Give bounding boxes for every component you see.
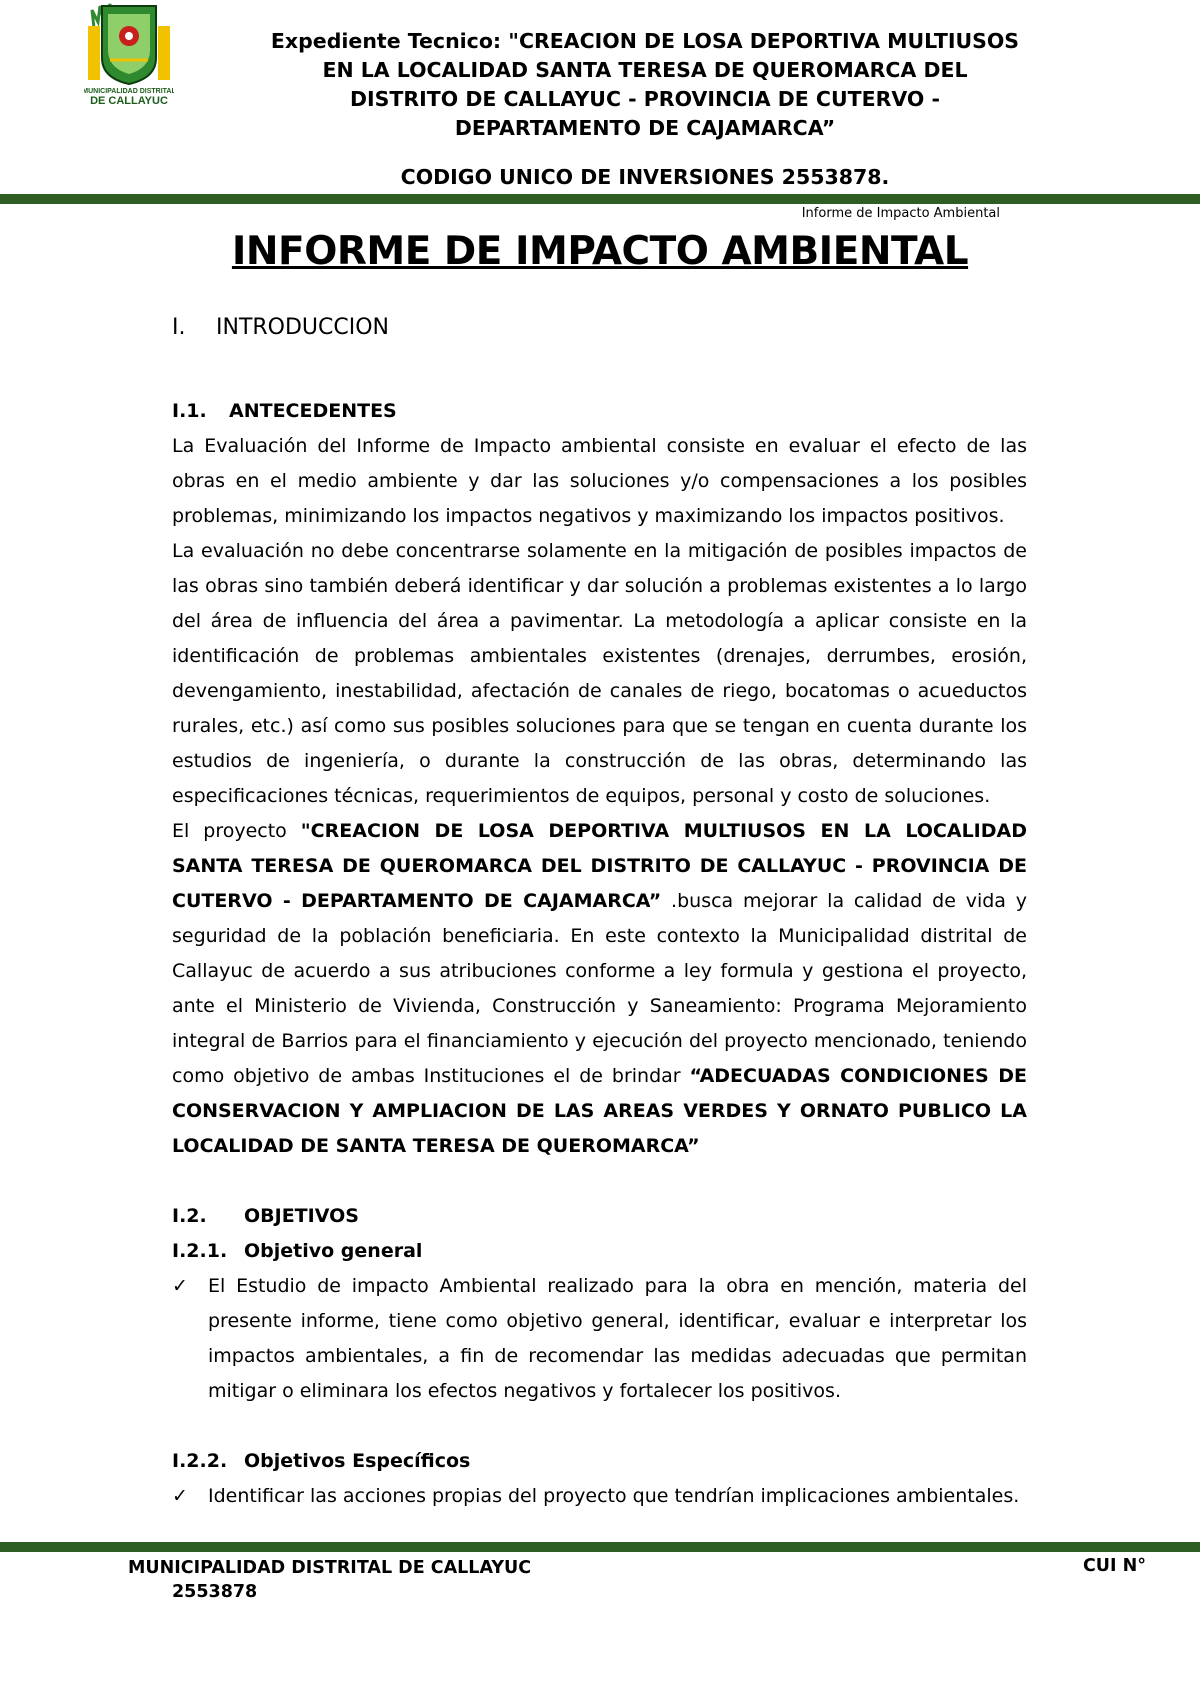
investment-code: CODIGO UNICO DE INVERSIONES 2553878. — [400, 165, 890, 189]
check-icon: ✓ — [172, 1485, 188, 1507]
document-title: INFORME DE IMPACTO AMBIENTAL — [231, 229, 969, 274]
project-title — [270, 27, 1020, 143]
subsection-title: ANTECEDENTES — [229, 400, 397, 422]
subsubsection-title: Objetivo general — [244, 1240, 423, 1262]
subsection-number: I.2. — [172, 1205, 207, 1227]
project-title-line: EN LA LOCALIDAD SANTA TERESA DE QUEROMARCA DEL — [322, 58, 968, 82]
subsubsection-heading — [172, 1444, 1027, 1479]
footer-municipality — [128, 1556, 531, 1604]
specific-objectives-list — [172, 1479, 1027, 1514]
project-title-line: Expediente Tecnico: "CREACION DE LOSA DEPORTIVA MULTIUSOS — [270, 29, 1020, 53]
footer-municipality-name: MUNICIPALIDAD DISTRITAL DE CALLAYUC — [128, 1558, 532, 1578]
paragraph: La evaluación no debe concentrarse solamente en la mitigación de posibles impactos de las obras sino también deberá identificar y dar solución a problemas existentes a lo largo del área de influencia del área a pavimentar. La metodología a aplicar consiste en la identificación de problemas ambientales existentes (drenajes, derrumbes, erosión, devengamiento, inestabilidad, afectación de canales de riego, bocatomas o acueductos rurales, etc.) así como sus posibles soluciones para que se tengan en cuenta durante los estudios de ingeniería, o durante la construcción de las obras, determinando las especificaciones técnicas, requerimientos de equipos, personal y costo de soluciones. — [172, 540, 1027, 807]
paragraph-text: .busca mejorar la calidad de vida y seguridad de la población beneficiaria. En este contexto la Municipalidad distrital de Callayuc de acuerdo a sus atribuciones conforme a ley formula y gestiona el proyecto, ante el Ministerio de Vivienda, Construcción y Saneamiento: Programa Mejoramiento integral de Barrios para el financiamiento y ejecución del proyecto mencionado, teniendo como objetivo de ambas Instituciones el de brindar — [172, 890, 1028, 1087]
municipal-crest-logo-icon — [84, 0, 174, 108]
paragraph — [172, 814, 1027, 1164]
section-title: INTRODUCCION — [216, 315, 390, 340]
subsection-title: OBJETIVOS — [244, 1205, 359, 1227]
subsection-heading — [172, 394, 1027, 429]
subsubsection-number: I.2.2. — [172, 1450, 228, 1472]
subsection-heading — [172, 1199, 1027, 1234]
list-item — [172, 1269, 1027, 1409]
paragraph: La Evaluación del Informe de Impacto ambiental consiste en evaluar el efecto de las obras en el medio ambiente y dar las soluciones y/o compensaciones a los posibles problemas, minimizando los impactos negativos y maximizando los impactos positivos. — [172, 435, 1027, 527]
project-name-bold: "CREACION DE LOSA DEPORTIVA MULTIUSOS EN LA LOCALIDAD SANTA TERESA DE QUEROMARCA DEL DISTRITO DE CALLAYUC - PROVINCIA DE CUTERVO - DEPARTAMENTO DE CAJAMARCA” — [172, 820, 1027, 912]
header-rule — [0, 194, 1200, 204]
paragraph-text: El proyecto — [172, 820, 301, 842]
project-title-line: DISTRITO DE CALLAYUC - PROVINCIA DE CUTERVO - — [350, 87, 940, 111]
subsection-number: I.1. — [172, 400, 207, 422]
project-title-line: DEPARTAMENTO DE CAJAMARCA” — [454, 116, 836, 140]
check-icon: ✓ — [172, 1275, 188, 1297]
running-header: Informe de Impacto Ambiental — [801, 206, 1000, 221]
subsubsection-title: Objetivos Específicos — [244, 1450, 471, 1472]
footer-cui-label: CUI N° — [1082, 1556, 1146, 1576]
municipality-logo — [84, 0, 174, 108]
list-item-text: El Estudio de impacto Ambiental realizado para la obra en mención, materia del presente informe, tiene como objetivo general, identificar, evaluar e interpretar los impactos ambientales, a fin de recomendar las medidas adecuadas que permitan mitigar o eliminara los efectos negativos y fortalecer los positivos. — [208, 1275, 1027, 1402]
list-item-text: Identificar las acciones propias del proyecto que tendrían implicaciones ambientales. — [208, 1485, 1020, 1507]
list-item — [172, 1479, 1027, 1514]
logo-text-line2: DE CALLAYUC — [90, 95, 168, 107]
subsubsection-number: I.2.1. — [172, 1240, 228, 1262]
subsubsection-heading — [172, 1234, 1027, 1269]
objective-list — [172, 1269, 1027, 1409]
footer-rule — [0, 1542, 1200, 1552]
section-heading — [172, 310, 1027, 345]
document-body — [172, 310, 1027, 1514]
objective-bold: “ADECUADAS CONDICIONES DE CONSERVACION Y AMPLIACION DE LAS AREAS VERDES Y ORNATO PUBLICO LA LOCALIDAD DE SANTA TERESA DE QUEROMARCA” — [172, 1065, 1027, 1157]
logo-text-line1: MUNICIPALIDAD DISTRITAL — [84, 88, 174, 95]
footer-cui-number: 2553878 — [172, 1582, 258, 1602]
section-number: I. — [172, 315, 186, 340]
